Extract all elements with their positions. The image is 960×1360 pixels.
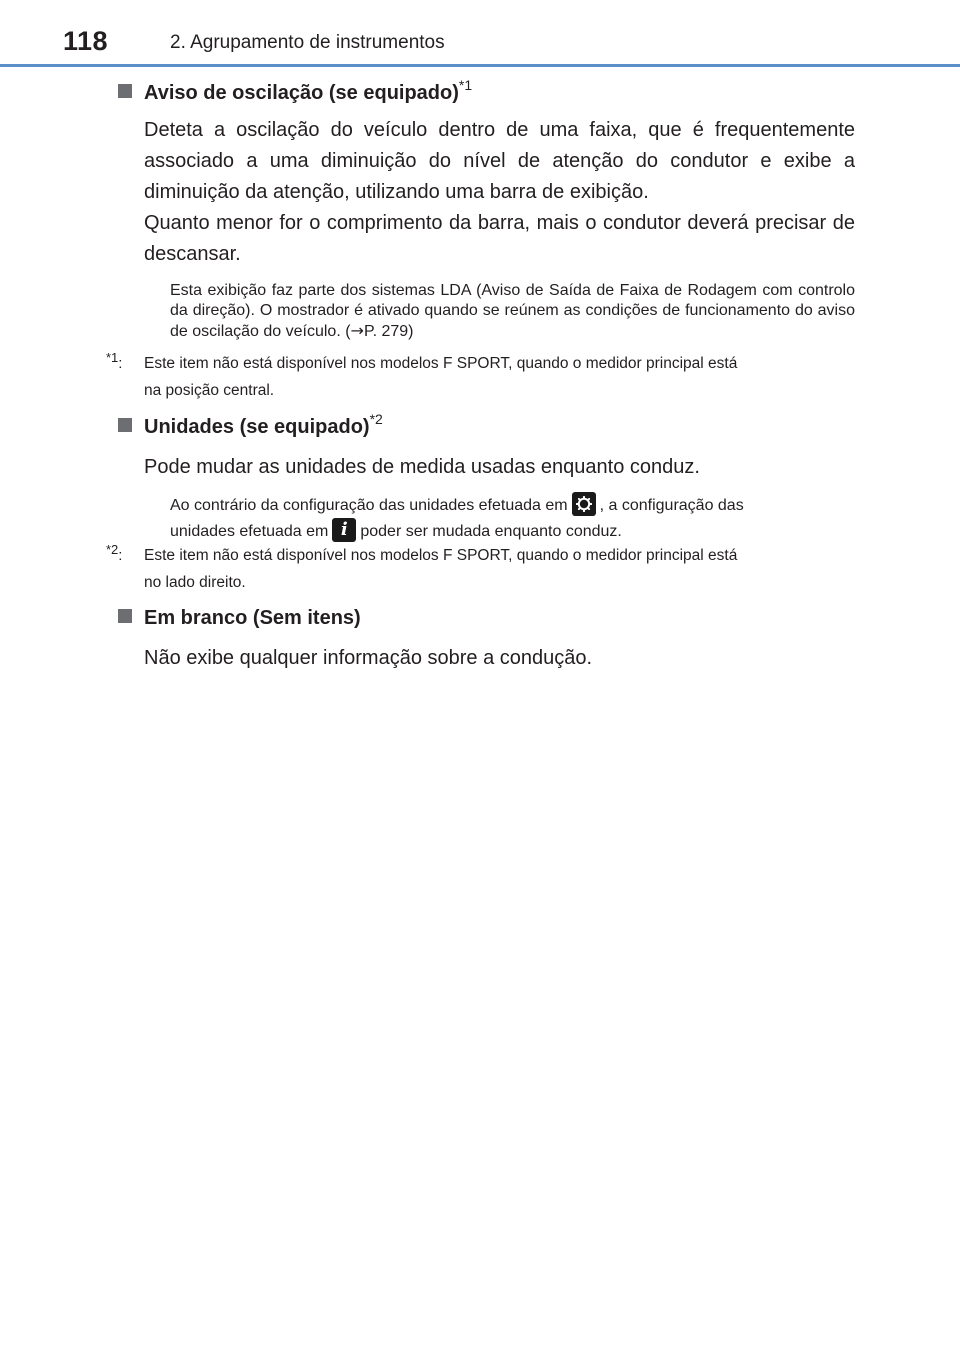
info-glyph: i — [340, 519, 348, 540]
heading-footnote-marker: *1 — [458, 77, 473, 93]
square-bullet-icon — [118, 84, 132, 98]
body-paragraph: Não exibe qualquer informação sobre a condução. — [144, 647, 593, 669]
heading-footnote-marker: *2 — [369, 411, 383, 427]
note-text: unidades efetuada em — [170, 523, 329, 540]
heading-text: Aviso de oscilação (se equipado) — [144, 82, 459, 104]
section-body-units — [144, 452, 855, 483]
footnote-marker: $^{*1}$: — [106, 350, 123, 372]
square-bullet-icon — [118, 609, 132, 623]
chapter-title: 2. Agrupamento de instrumentos — [170, 32, 445, 53]
page-header — [0, 0, 960, 66]
note-text: Esta exibição faz parte dos sistemas LDA (Aviso de Saída de Faixa de Rodagem com controlo da direção). O mostrador é ativado quando se reúnem as condições de funcionamento do aviso de oscilação do veículo. ( — [170, 282, 855, 340]
footnote-1 — [106, 350, 855, 404]
section-note-sway-warning — [170, 281, 855, 342]
footnote-text-continued: na posição central. — [144, 382, 275, 399]
section-body-blank — [144, 643, 855, 674]
section-heading-sway-warning — [118, 77, 473, 106]
page-reference-link[interactable]: P. 279) — [363, 323, 414, 340]
gear-icon — [572, 492, 596, 516]
body-paragraph: Deteta a oscilação do veículo dentro de uma faixa, que é frequentemente associado a uma diminuição do nível de atenção do condutor e exibe a diminuição da atenção, utilizando uma barra de exibição. — [144, 119, 855, 203]
square-bullet-icon — [118, 418, 132, 432]
footnote-2 — [106, 542, 855, 596]
footnote-marker: $^{*2}$: — [106, 542, 123, 564]
section-body-sway-warning — [144, 115, 855, 270]
section-note-units — [170, 492, 855, 544]
section-heading-units — [118, 411, 383, 440]
body-paragraph: Quanto menor for o comprimento da barra, mais o condutor deverá precisar de descansar. — [144, 212, 855, 265]
body-paragraph: Pode mudar as unidades de medida usadas enquanto conduz. — [144, 456, 700, 478]
footnote-text-continued: no lado direito. — [144, 574, 246, 591]
note-text: Ao contrário da configuração das unidades efetuada em — [170, 497, 568, 514]
note-text: , a configuração das — [599, 497, 744, 514]
heading-text: Em branco (Sem itens) — [144, 607, 361, 629]
note-text: poder ser mudada enquanto conduz. — [360, 523, 622, 540]
page-number: 118 — [63, 26, 109, 56]
header-rule — [0, 64, 960, 67]
footnote-text: Este item não está disponível nos modelos F SPORT, quando o medidor principal está — [144, 355, 738, 372]
footnote-text: Este item não está disponível nos modelos F SPORT, quando o medidor principal está — [144, 547, 738, 564]
cross-reference-arrow-icon: → — [350, 321, 364, 340]
info-icon — [332, 518, 356, 542]
section-heading-blank — [118, 605, 361, 631]
heading-text: Unidades (se equipado) — [144, 416, 370, 438]
